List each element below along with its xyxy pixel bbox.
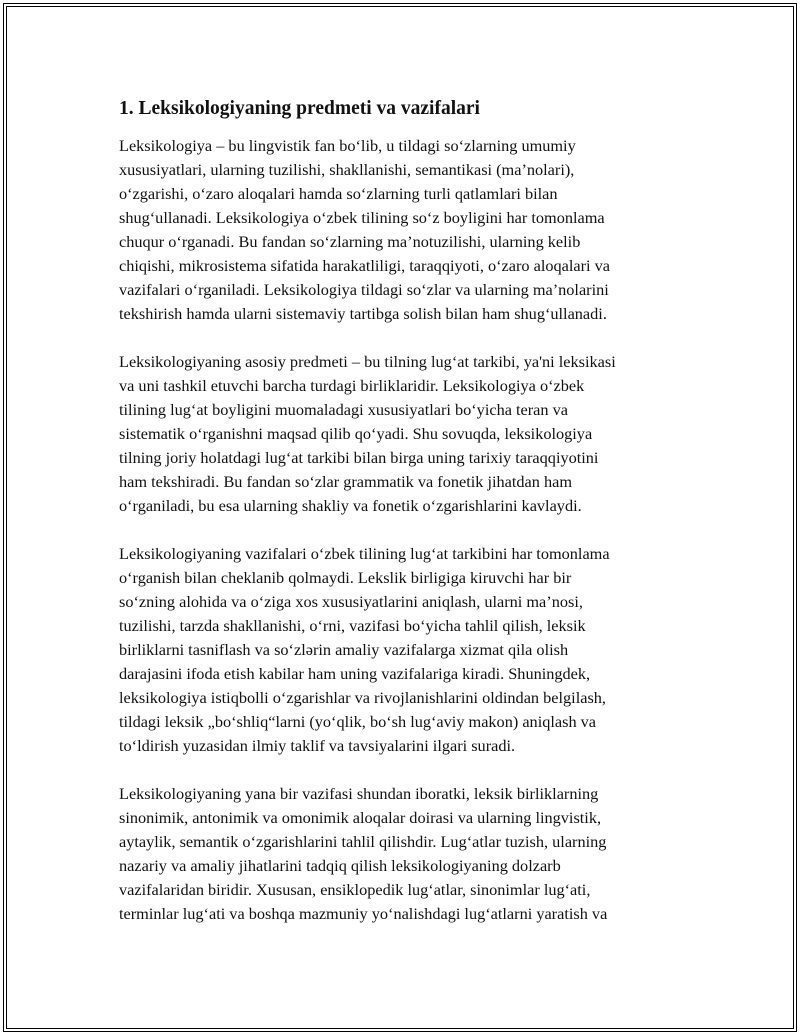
- paragraph-3: Leksikologiyaning vazifalari o‘zbek tilining lug‘at tarkibini har tomonlama o‘rganish bilan cheklanib qolmaydi. Lekslik birligiga kiruvchi har bir so‘zning alohida va o‘ziga xos xususiyatlarini aniqlash, ularni ma’nosi, tuzilishi, tarzda shakllanishi, o‘rni, vazifasi bo‘yicha tahlil qilish, leksik birliklarni tasniflash va so‘zlərin amaliy vazifalarga xizmat qila olish darajasini ifoda etish kabilar ham uning vazifalariga kiradi. Shuningdek, leksikologiya istiqbolli o‘zgarishlar va rivojlanishlarini oldindan belgilash, tildagi leksik „bo‘shliq“larni (yo‘qlik, bo‘sh lug‘aviy makon) aniqlash va to‘ldirish yuzasidan ilmiy taklif va tavsiyalarini ilgari suradi.: [119, 544, 610, 755]
- page-frame: [3, 3, 797, 1032]
- document-body: [119, 96, 699, 950]
- section-heading: 1. Leksikologiyaning predmeti va vazifalari: [119, 98, 480, 119]
- paragraph-4: Leksikologiyaning yana bir vazifasi shundan iboratki, leksik birliklarning sinonimik, antonimik va omonimik aloqalar doirasi va ularning lingvistik, aytaylik, semantik o‘zgarishlarini tahlil qilishdir. Lug‘atlar tuzish, ularning nazariy va amaliy jihatlarini tadqiq qilish leksikologiyaning dolzarb vazifalaridan biridir. Xususan, ensiklopedik lug‘atlar, sinonimlar lug‘ati, terminlar lug‘ati va boshqa mazmuniy yo‘nalishdagi lug‘atlarni yaratish va: [119, 784, 608, 923]
- paragraph-2: Leksikologiyaning asosiy predmeti – bu tilning lug‘at tarkibi, ya'ni leksikasi va uni tashkil etuvchi barcha turdagi birliklaridir. Leksikologiya o‘zbek tilining lug‘at boyligini muomaladagi xususiyatlari bo‘yicha teran va sistematik o‘rganishni maqsad qilib qo‘yadi. Shu sovuqda, leksikologiya tilning joriy holatdagi lug‘at tarkibi bilan birga uning tarixiy taraqqiyotini ham tekshiradi. Bu fandan so‘zlar grammatik va fonetik jihatdan ham o‘rganiladi, bu esa ularning shakliy va fonetik o‘zgarishlarini kavlaydi.: [119, 352, 616, 515]
- paragraph-1: Leksikologiya – bu lingvistik fan bo‘lib, u tildagi so‘zlarning umumiy xususiyatlari, ularning tuzilishi, shakllanishi, semantikasi (ma’nolari), o‘zgarishi, o‘zaro aloqalari hamda so‘zlarning turli qatlamlari bilan shug‘ullanadi. Leksikologiya o‘zbek tilining so‘z boyligini har tomonlama chuqur o‘rganadi. Bu fandan so‘zlarning ma’notuzilishi, ularning kelib chiqishi, mikrosistema sifatida harakatliligi, taraqqiyoti, o‘zaro aloqalari va vazifalari o‘rganiladi. Leksikologiya tildagi so‘zlar va ularning ma’nolarini tekshirish hamda ularni sistemaviy tartibga solish bilan ham shug‘ullanadi.: [119, 136, 610, 323]
